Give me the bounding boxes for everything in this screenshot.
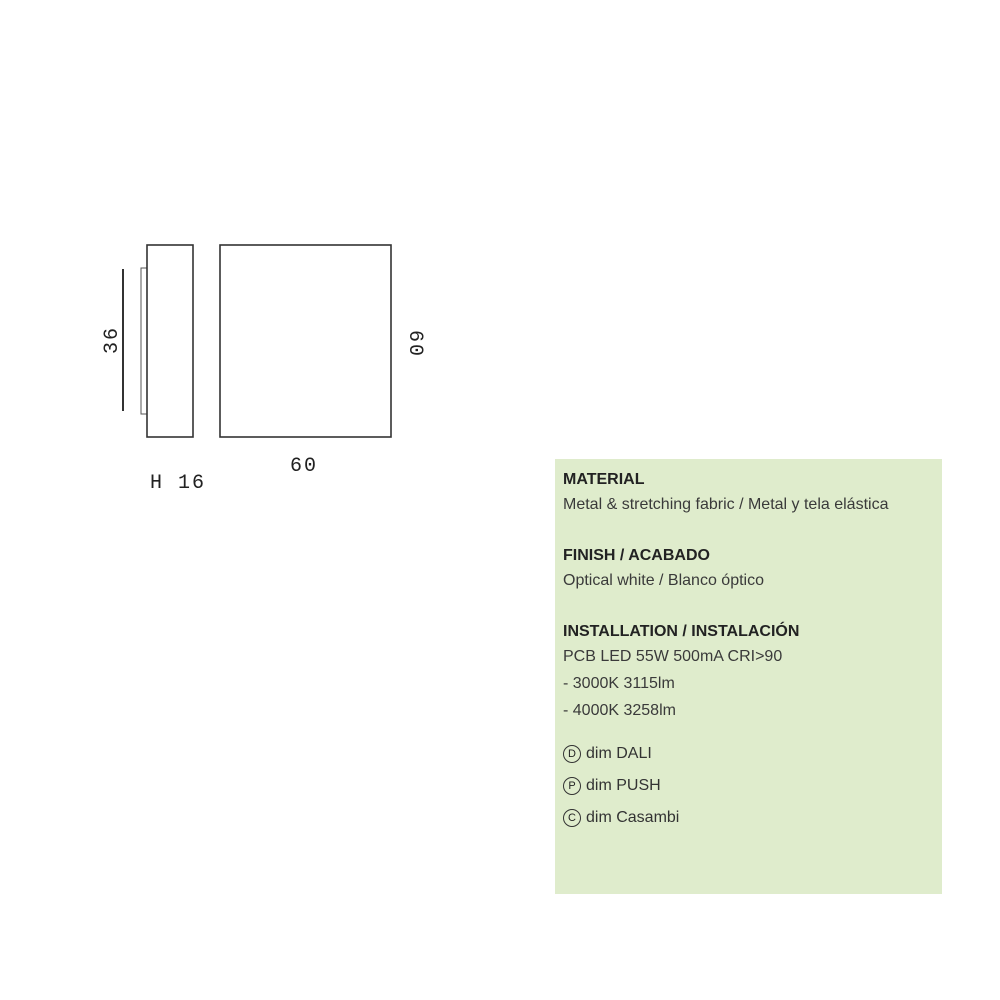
installation-heading: INSTALLATION / INSTALACIÓN	[563, 623, 800, 640]
material-section	[563, 469, 942, 518]
depth-label: H 16	[150, 472, 207, 495]
dim-option-push	[563, 770, 942, 802]
front-view	[220, 245, 426, 478]
front-height-label: 60	[403, 329, 426, 359]
dim-option-casambi	[563, 802, 942, 834]
material-value: Metal & stretching fabric / Metal y tela elástica	[563, 496, 889, 513]
front-width-label: 60	[289, 455, 319, 478]
finish-section	[563, 545, 942, 594]
push-circle-icon: P	[563, 777, 581, 795]
dim-option-label: dim DALI	[586, 745, 652, 762]
installation-section	[563, 621, 942, 724]
dim-option-label: dim Casambi	[586, 809, 680, 826]
finish-value: Optical white / Blanco óptico	[563, 572, 764, 589]
side-body	[147, 245, 193, 437]
side-view	[101, 245, 206, 495]
installation-line: PCB LED 55W 500mA CRI>90	[563, 648, 783, 665]
material-heading: MATERIAL	[563, 471, 645, 488]
dim-option-dali	[563, 738, 942, 770]
installation-line: - 4000K 3258lm	[563, 702, 676, 719]
dali-circle-icon: D	[563, 745, 581, 763]
installation-line: - 3000K 3115lm	[563, 675, 675, 692]
front-body	[220, 245, 391, 437]
casambi-circle-icon: C	[563, 809, 581, 827]
dimming-options	[563, 738, 942, 834]
side-height-label: 36	[101, 325, 124, 355]
finish-heading: FINISH / ACABADO	[563, 547, 710, 564]
dim-option-label: dim PUSH	[586, 777, 661, 794]
spec-panel	[555, 459, 942, 894]
